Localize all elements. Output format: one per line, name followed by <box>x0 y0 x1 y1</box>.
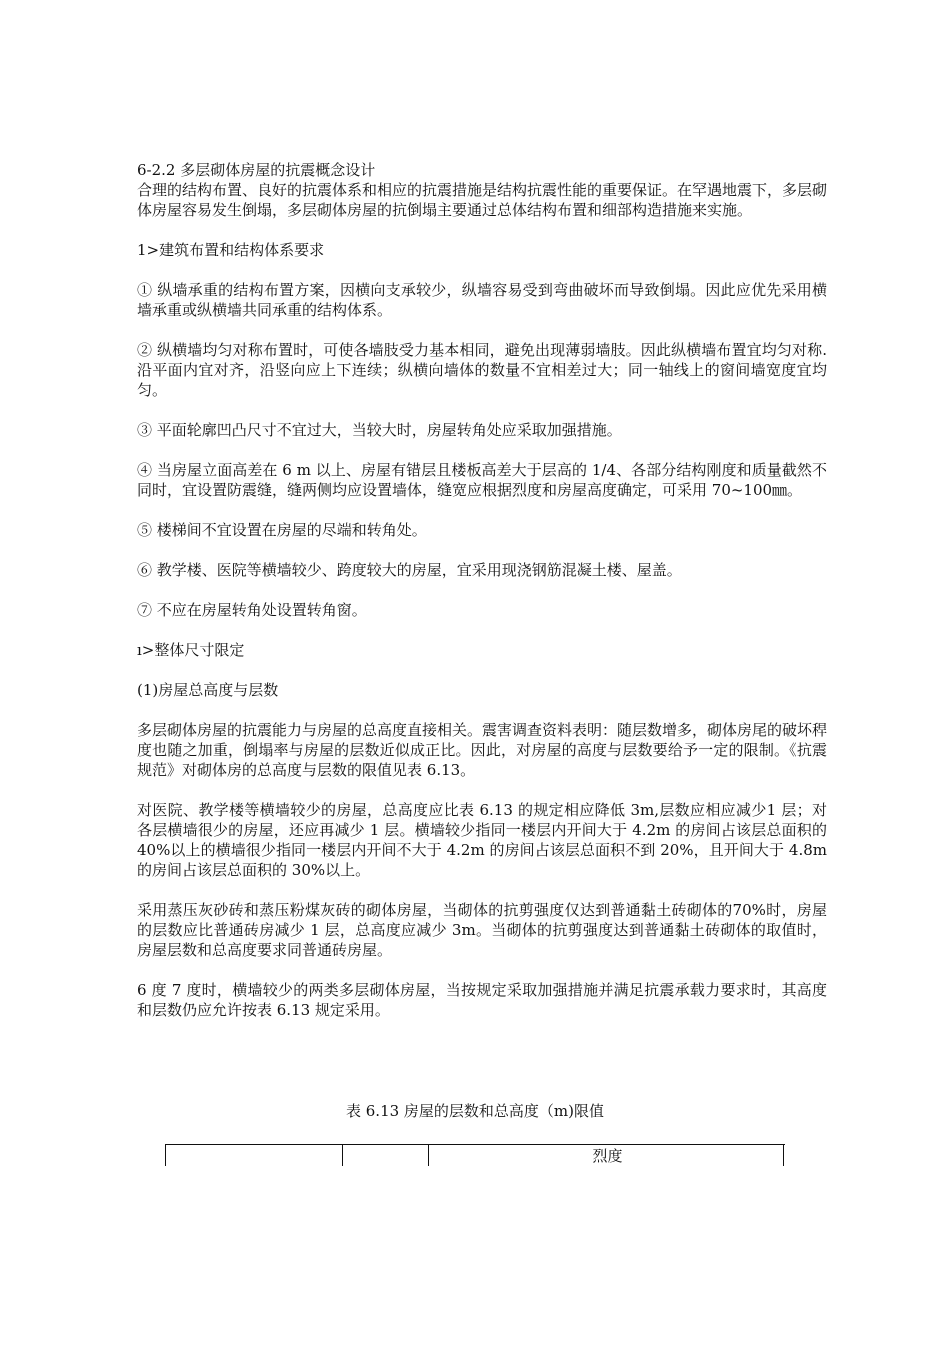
list-item: ⑥ 教学楼、医院等横墙较少、跨度较大的房屋，宜采用现浇钢筋混凝土楼、屋盖。 <box>137 561 682 579</box>
spacer <box>137 660 827 680</box>
table-header-intensity: 烈度 <box>592 1147 623 1165</box>
list-item: ⑤ 楼梯间不宜设置在房屋的尽端和转角处。 <box>137 521 427 539</box>
spacer <box>137 580 827 600</box>
spacer <box>137 700 827 720</box>
section-heading: 6-2.2 多层砌体房屋的抗震概念设计 <box>137 161 376 179</box>
list-item: ① 纵墙承重的结构布置方案，因横向支承较少，纵墙容易受到弯曲破坏而导致倒塌。因此应优先采用横墙承重或纵横墙共同承重的结构体系。 <box>137 281 827 319</box>
list-item: ④ 当房屋立面高差在 6 m 以上、房屋有错层且楼板高差大于层高的 1/4、各部分结构刚度和质量截然不同时，宜设置防震缝，缝两侧均应设置墙体，缝宽应根据烈度和房屋高度确定，可采用 70~100㎜。 <box>137 461 827 499</box>
body-paragraph: 6 度 7 度时，横墙较少的两类多层砌体房屋，当按规定采取加强措施并满足抗震承载力要求时，其高度和层数仍应允许按表 6.13 规定采用。 <box>137 981 827 1019</box>
spacer <box>137 400 827 420</box>
body-paragraph: 对医院、教学楼等横墙较少的房屋，总高度应比表 6.13 的规定相应降低 3m,层数应相应减少1 层；对各层横墙很少的房屋，还应再减少 1 层。横墙较少指同一楼层内开间大于 4.2m 的房间占该层总面积的 40%以上的横墙很少指同一楼层内开间不大于 4.2m 的房间占该层总面积不到 20%，且开间大于 4.8m 的房间占该层总面积的 30%以上。 <box>137 801 827 879</box>
section2-title: ı>整体尺寸限定 <box>137 641 245 659</box>
subsection-title: (1)房屋总高度与层数 <box>137 681 279 699</box>
table-top-border <box>165 1144 785 1145</box>
spacer <box>137 880 827 900</box>
spacer <box>137 500 827 520</box>
spacer <box>137 540 827 560</box>
body-paragraph: 采用蒸压灰砂砖和蒸压粉煤灰砖的砌体房屋，当砌体的抗剪强度仅达到普通黏土砖砌体的70%时，房屋的层数应比普通砖房减少 1 层，总高度应减少 3m。当砌体的抗剪强度达到普通黏土砖砌体的取值时，房屋层数和总高度要求同普通砖房屋。 <box>137 901 827 959</box>
list-item: ② 纵横墙均匀对称布置时，可使各墙肢受力基本相同，避免出现薄弱墙肢。因此纵横墙布置宜均匀对称.沿平面内宜对齐，沿竖向应上下连续；纵横向墙体的数量不宜相差过大；同一轴线上的窗间墙宽度宜均匀。 <box>137 341 827 399</box>
table-column-divider <box>342 1144 343 1166</box>
table-column-divider <box>428 1144 429 1166</box>
table-column-divider <box>165 1144 166 1166</box>
spacer <box>137 320 827 340</box>
section1-title: 1>建筑布置和结构体系要求 <box>137 241 325 259</box>
spacer <box>137 620 827 640</box>
spacer <box>137 960 827 980</box>
list-item: ⑦ 不应在房屋转角处设置转角窗。 <box>137 601 367 619</box>
table-title: 表 6.13 房屋的层数和总高度（m)限值 <box>345 1102 604 1120</box>
limits-table <box>165 1144 785 1168</box>
spacer <box>137 780 827 800</box>
document-body <box>137 160 827 1020</box>
spacer <box>137 440 827 460</box>
body-paragraph: 多层砌体房屋的抗震能力与房屋的总高度直接相关。震害调查资料表明：随层数增多，砌体房尾的破坏稈度也随之加重，倒塌率与房屋的层数近似成正比。因此，对房屋的高度与层数要给予一定的限制。《抗震规范》对砌体房的总高度与层数的限值见表 6.13。 <box>137 721 828 779</box>
intro-paragraph: 合理的结构布置、良好的抗震体系和相应的抗震措施是结构抗震性能的重要保证。在罕遇地震下，多层砌体房屋容易发生倒塌，多层砌体房屋的抗倒塌主要通过总体结构布置和细部构造措施来实施。 <box>137 181 828 219</box>
spacer <box>137 260 827 280</box>
spacer <box>137 220 827 240</box>
list-item: ③ 平面轮廓凹凸尺寸不宜过大，当较大时，房屋转角处应采取加强措施。 <box>137 421 622 439</box>
